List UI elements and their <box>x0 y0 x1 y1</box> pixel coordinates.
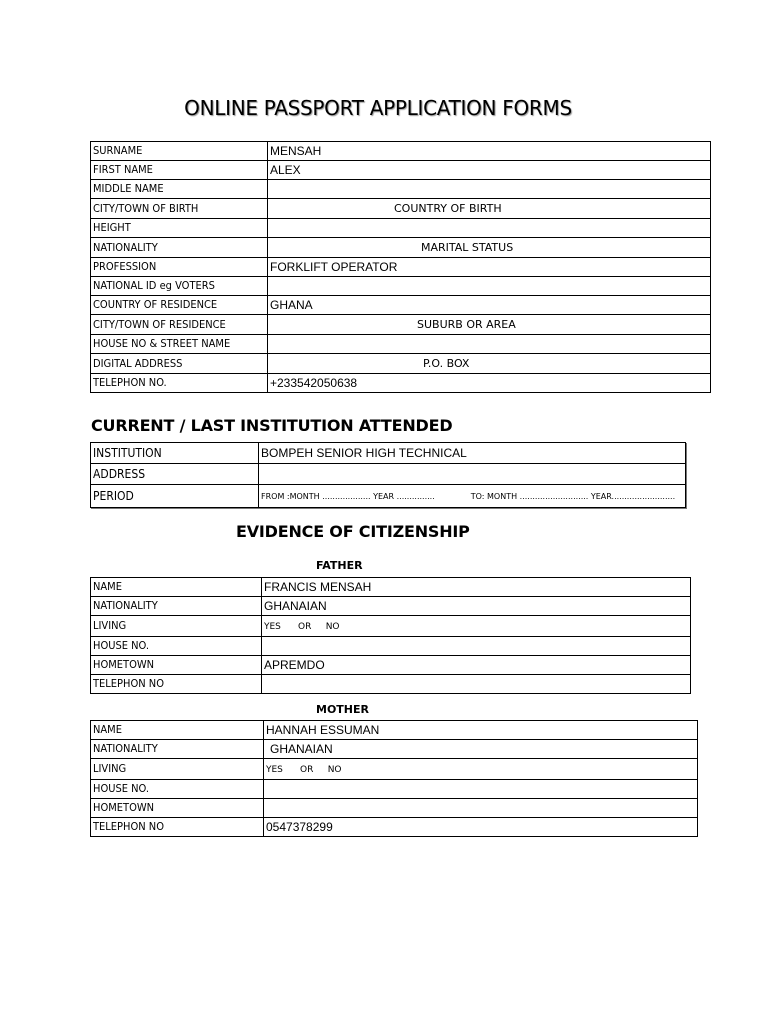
table-row <box>91 199 711 219</box>
table-row <box>91 219 711 238</box>
table-row <box>91 675 691 694</box>
table-row <box>91 161 711 180</box>
father-hometown-field[interactable]: APREMDO <box>262 656 691 675</box>
institution-field[interactable]: BOMPEH SENIOR HIGH TECHNICAL <box>259 443 686 464</box>
first-name-label: FIRST NAME <box>91 161 268 180</box>
table-row <box>91 277 711 296</box>
table-row <box>91 721 698 740</box>
mother-living-field[interactable] <box>264 759 698 780</box>
mother-name-label: NAME <box>91 721 264 740</box>
table-row <box>91 238 711 258</box>
table-row <box>91 578 691 597</box>
nationality-field[interactable] <box>268 238 711 258</box>
city-of-residence-field[interactable] <box>268 315 711 335</box>
table-row <box>91 464 686 485</box>
period-to: TO: MONTH ........................... YEAR......................... <box>470 492 676 501</box>
table-row <box>91 335 711 354</box>
institution-label: INSTITUTION <box>91 443 259 464</box>
mother-name-field[interactable]: HANNAH ESSUMAN <box>264 721 698 740</box>
table-row <box>91 180 711 199</box>
table-row <box>91 818 698 837</box>
address-field[interactable] <box>259 464 686 485</box>
house-street-field[interactable] <box>268 335 711 354</box>
father-nationality-field[interactable]: GHANAIAN <box>262 597 691 616</box>
table-row <box>91 443 686 464</box>
table-row <box>91 637 691 656</box>
suburb-label: SUBURB OR AREA <box>417 318 516 331</box>
profession-field[interactable]: FORKLIFT OPERATOR <box>268 258 711 277</box>
mother-telephone-field[interactable]: 0547378299 <box>264 818 698 837</box>
height-field[interactable] <box>268 219 711 238</box>
po-box-label: P.O. BOX <box>423 357 470 370</box>
country-of-residence-field[interactable]: GHANA <box>268 296 711 315</box>
digital-address-label: DIGITAL ADDRESS <box>91 354 268 374</box>
mother-house-field[interactable] <box>264 780 698 799</box>
page-title: ONLINE PASSPORT APPLICATION FORMS <box>184 96 572 120</box>
father-living-label: LIVING <box>91 616 262 637</box>
middle-name-field[interactable] <box>268 180 711 199</box>
table-row <box>91 315 711 335</box>
table-row <box>91 142 711 161</box>
middle-name-label: MIDDLE NAME <box>91 180 268 199</box>
mother-telephone-label: TELEPHON NO <box>91 818 264 837</box>
father-hometown-label: HOMETOWN <box>91 656 262 675</box>
table-row <box>91 597 691 616</box>
father-title: FATHER <box>316 559 363 572</box>
father-name-field[interactable]: FRANCIS MENSAH <box>262 578 691 597</box>
digital-address-field[interactable] <box>268 354 711 374</box>
nationality-label: NATIONALITY <box>91 238 268 258</box>
mother-living-options: YES OR NO <box>266 765 342 775</box>
city-of-birth-field[interactable] <box>268 199 711 219</box>
mother-hometown-label: HOMETOWN <box>91 799 264 818</box>
mother-house-label: HOUSE NO. <box>91 780 264 799</box>
father-house-label: HOUSE NO. <box>91 637 262 656</box>
table-row <box>91 656 691 675</box>
period-from: FROM :MONTH ................... YEAR ............... <box>261 492 435 501</box>
surname-field[interactable]: MENSAH <box>268 142 711 161</box>
father-telephone-label: TELEPHON NO <box>91 675 262 694</box>
father-living-field[interactable] <box>262 616 691 637</box>
mother-title: MOTHER <box>316 703 369 716</box>
national-id-label: NATIONAL ID eg VOTERS <box>91 277 268 296</box>
mother-hometown-field[interactable] <box>264 799 698 818</box>
table-row <box>91 799 698 818</box>
table-row <box>91 374 711 393</box>
telephone-field[interactable]: +233542050638 <box>268 374 711 393</box>
father-nationality-label: NATIONALITY <box>91 597 262 616</box>
table-row <box>91 740 698 759</box>
city-of-residence-label: CITY/TOWN OF RESIDENCE <box>91 315 268 335</box>
first-name-field[interactable]: ALEX <box>268 161 711 180</box>
institution-table <box>90 442 686 508</box>
table-row <box>91 258 711 277</box>
profession-label: PROFESSION <box>91 258 268 277</box>
table-row <box>91 780 698 799</box>
father-table <box>90 577 691 694</box>
table-row <box>91 354 711 374</box>
mother-living-label: LIVING <box>91 759 264 780</box>
citizenship-section-title: EVIDENCE OF CITIZENSHIP <box>236 522 470 541</box>
table-row <box>91 759 698 780</box>
country-of-residence-label: COUNTRY OF RESIDENCE <box>91 296 268 315</box>
applicant-table <box>90 141 711 393</box>
mother-table <box>90 720 698 837</box>
mother-nationality-label: NATIONALITY <box>91 740 264 759</box>
father-house-field[interactable] <box>262 637 691 656</box>
surname-label: SURNAME <box>91 142 268 161</box>
address-label: ADDRESS <box>91 464 259 485</box>
mother-nationality-field[interactable]: GHANAIAN <box>264 740 698 759</box>
table-row <box>91 616 691 637</box>
father-living-options: YES OR NO <box>264 622 340 632</box>
house-street-label: HOUSE NO & STREET NAME <box>91 335 268 354</box>
country-of-birth-label: COUNTRY OF BIRTH <box>394 202 502 215</box>
institution-section-title: CURRENT / LAST INSTITUTION ATTENDED <box>91 416 453 435</box>
period-field[interactable] <box>259 485 686 508</box>
table-row <box>91 296 711 315</box>
city-of-birth-label: CITY/TOWN OF BIRTH <box>91 199 268 219</box>
telephone-label: TELEPHON NO. <box>91 374 268 393</box>
table-row <box>91 485 686 508</box>
father-name-label: NAME <box>91 578 262 597</box>
marital-status-label: MARITAL STATUS <box>421 241 514 254</box>
period-label: PERIOD <box>91 485 259 508</box>
father-telephone-field[interactable] <box>262 675 691 694</box>
height-label: HEIGHT <box>91 219 268 238</box>
national-id-field[interactable] <box>268 277 711 296</box>
